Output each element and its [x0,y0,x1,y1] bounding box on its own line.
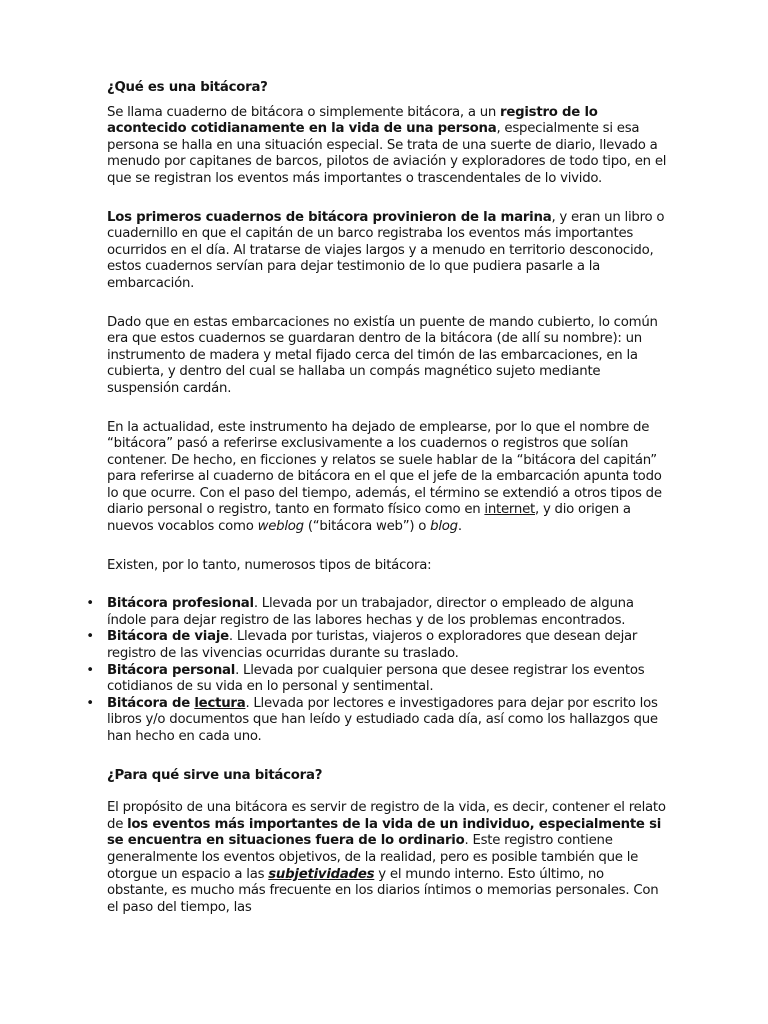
subjetividades-link[interactable]: subjetividades [268,866,375,882]
document-body [86,80,667,916]
list-item [86,695,667,746]
bold-text: Los primeros cuadernos de bitácora provinieron de la marina [107,209,552,225]
paragraph-embarcaciones: Dado que en estas embarcaciones no existía un puente de mando cubierto, lo común era que estos cuadernos se guardaran dentro de la bitácora (de allí su nombre): un instrumento de madera y metal fijado cerca del timón de las embarcaciones, en la cubierta, y dentro del cual se hallaba un compás magnético sujeto mediante suspensión cardán. [107,314,658,396]
text: y el mundo interno. Esto último, no obstante, es mucho más frecuente en los diarios íntimos o memorias personales. Con el paso del tiempo, las [107,866,659,915]
internet-link[interactable]: internet [484,502,535,518]
paragraph-origen-marina [107,210,667,293]
text: . [457,519,462,535]
paragraph-actualidad [107,420,667,536]
bold-text: Bitácora personal [107,662,236,678]
bullet-icon: • [86,596,94,612]
italic-text: weblog [257,519,304,535]
bullet-icon: • [86,629,94,645]
bitacora-types-list [86,596,667,745]
paragraph-tipos-intro: Existen, por lo tanto, numerosos tipos de bitácora: [107,557,432,573]
text: En la actualidad, este instrumento ha dejado de emplearse, por lo que el nombre de “bitácora” pasó a referirse exclusivamente a los cuadernos o registros que solían contener. De hecho, en ficciones y relatos se suele hablar de la “bitácora del capitán” para referirse al cuaderno de bitácora en el que el jefe de la embarcación apunta todo lo que ocurre. Con el paso del tiempo, además, el término se extendió a otros tipos de diario personal o registro, tanto en formato físico como en [107,419,662,518]
bullet-icon: • [86,695,94,711]
bold-text: los eventos más importantes de la vida de un individuo, especialmente si se encuentra en situaciones fuera de lo ordinario [107,816,662,849]
paragraph-proposito [107,800,667,916]
bold-text: Bitácora de viaje [107,629,229,645]
text: El propósito de una bitácora es servir de registro de la vida, es decir, contener el relato de [107,800,666,832]
text: , especialmente si esa persona se halla en una situación especial. Se trata de una suerte de diario, llevado a menudo por capitanes de barcos, pilotos de aviación y exploradores de todo tipo, en el que se registran los eventos más importantes o trascendentales de lo vivido. [107,121,667,186]
list-item [86,629,667,662]
bold-text: Bitácora profesional [107,596,254,612]
text: . Llevada por un trabajador, director o empleado de alguna índole para dejar registro de las labores hechas y de los problemas encontrados. [107,596,634,628]
text: . Llevada por lectores e investigadores para dejar por escrito los libros y/o documentos que han leído y estudiado cada día, así como los hallazgos que han hecho en cada uno. [107,695,658,744]
bold-text: registro de lo acontecido cotidianamente en la vida de una persona [107,104,598,137]
list-item [86,662,667,696]
list-item [86,596,667,629]
text: Se llama cuaderno de bitácora o simplemente bitácora, a un [107,104,501,120]
text: , y eran un libro o cuadernillo en que el capitán de un barco registraba los eventos más importantes ocurridos en el día. Al tratarse de viajes largos y a menudo en territorio desconocido, estos cuadernos servían para dejar testimonio de lo que pudiera pasarle a la embarcación. [107,209,665,291]
text: . Llevada por turistas, viajeros o exploradores que desean dejar registro de las vivencias ocurridas durante su traslado. [107,629,638,662]
heading-que-es: ¿Qué es una bitácora? [107,80,268,95]
italic-text: blog [430,519,458,535]
bold-text: Bitácora de [107,695,195,711]
text: , y dio origen a nuevos vocablos como [107,502,631,535]
text: . Este registro contiene generalmente los eventos objetivos, de la realidad, pero es posible también que le otorgue un espacio a las [107,833,639,882]
text: . Llevada por cualquier persona que desee registrar los eventos cotidianos de su vida en lo personal y sentimental. [107,662,645,695]
text: (“bitácora web”) o [303,519,431,535]
heading-para-que-sirve: ¿Para qué sirve una bitácora? [107,767,323,783]
bullet-icon: • [86,662,94,678]
lectura-link[interactable]: lectura [194,695,246,711]
paragraph-definicion [107,105,667,188]
